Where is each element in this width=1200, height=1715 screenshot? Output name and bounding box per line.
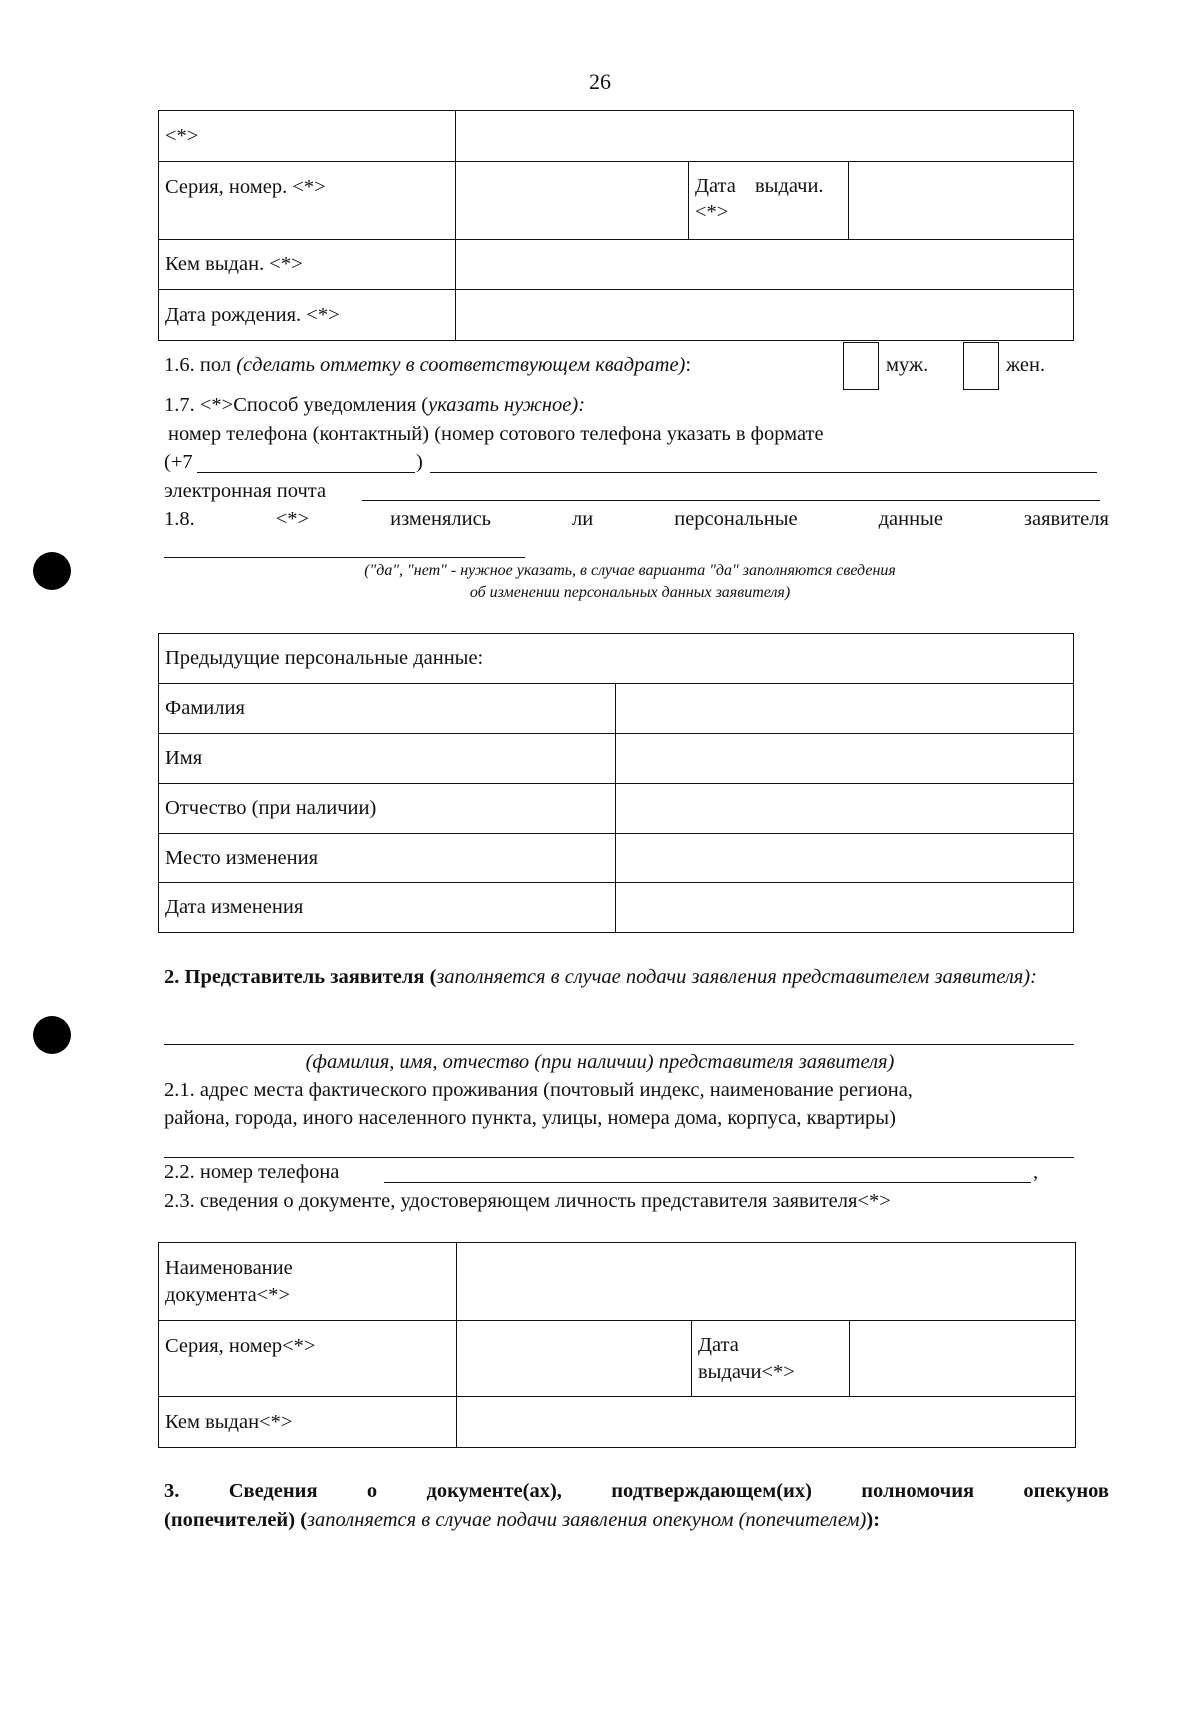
male-label: муж. (886, 354, 929, 376)
phone-format-line: номер телефона (контактный) (номер сотового телефона указать в формате (168, 423, 824, 445)
female-checkbox[interactable] (963, 342, 999, 390)
section-2-instruction: заполняется в случае подачи заявления представителем заявителя): (436, 966, 1037, 988)
email-field[interactable] (362, 500, 1100, 501)
gender-prefix: 1.6. пол (164, 354, 232, 376)
rep-series-field[interactable] (457, 1321, 692, 1397)
issue-date-label-cell (689, 162, 849, 240)
prev-name-label: Имя (159, 734, 616, 784)
rep-issue-date-label-1: Дата (698, 1333, 739, 1356)
data-changed-answer-field[interactable] (164, 557, 525, 558)
s3-word-4: документе(ах), (426, 1480, 562, 1502)
rep-phone-comma: , (1033, 1161, 1039, 1183)
prev-name-field[interactable] (616, 734, 1074, 784)
address-field[interactable] (164, 1157, 1074, 1158)
rep-issued-by-field[interactable] (457, 1397, 1076, 1448)
change-date-field[interactable] (616, 883, 1074, 933)
s3-word-3: о (366, 1480, 378, 1502)
phone-close-paren: ) (416, 451, 423, 473)
s3-word-7: опекунов (1023, 1480, 1109, 1502)
issue-date-field[interactable] (849, 162, 1074, 240)
phone-prefix: (+7 (164, 451, 193, 473)
data-changed-note-line1: ("да", "нет" - нужное указать, в случае варианта "да" заполняются сведения (364, 562, 896, 579)
section-2-heading (164, 964, 1109, 991)
doc-name-label-2: документа<*> (165, 1283, 291, 1306)
change-place-label: Место изменения (159, 834, 616, 883)
rep-issued-by-label: Кем выдан<*> (159, 1397, 457, 1448)
male-checkbox[interactable] (843, 342, 879, 390)
s3-close: ): (866, 1509, 881, 1531)
prev-patronymic-field[interactable] (616, 784, 1074, 834)
address-label-line2: района, города, иного населенного пункта, улицы, номера дома, корпуса, квартиры) (164, 1107, 896, 1129)
punch-hole-top (33, 552, 71, 590)
rep-issue-date-label-cell (692, 1321, 850, 1397)
rep-issue-date-label-2: выдачи<*> (698, 1360, 795, 1383)
q-word-2: <*> (275, 508, 310, 530)
issued-by-label: Кем выдан. <*> (159, 240, 456, 290)
rep-phone-field[interactable] (384, 1182, 1031, 1183)
rep-issue-date-field[interactable] (850, 1321, 1076, 1397)
section-2-title: 2. Представитель заявителя (164, 966, 425, 988)
doc-row1-value-field[interactable] (456, 111, 1074, 162)
previous-data-header: Предыдущие персональные данные: (159, 634, 1074, 684)
series-number-field[interactable] (456, 162, 689, 240)
s3-instruction: заполняется в случае подачи заявления опекуном (попечителем) (307, 1509, 867, 1531)
s3-open-paren: ( (295, 1509, 308, 1531)
issue-date-mark: <*> (695, 200, 729, 223)
birth-date-label: Дата рождения. <*> (159, 290, 456, 341)
doc-name-label-cell (159, 1243, 457, 1321)
s3-word-1: 3. (164, 1480, 180, 1502)
data-changed-note (200, 560, 1060, 605)
doc-name-field[interactable] (457, 1243, 1076, 1321)
s3-word-5: подтверждающем(их) (611, 1480, 812, 1502)
phone-number-field[interactable] (430, 472, 1097, 473)
gender-instruction: (сделать отметку в соответствующем квадрате) (236, 354, 686, 376)
change-date-label: Дата изменения (159, 883, 616, 933)
notification-instruction: указать нужное): (428, 394, 586, 416)
q-word-3: изменялись (390, 508, 492, 530)
prev-patronymic-label: Отчество (при наличии) (159, 784, 616, 834)
q-word-1: 1.8. (164, 508, 195, 530)
email-label: электронная почта (164, 480, 327, 502)
female-label: жен. (1006, 354, 1046, 376)
q-word-6: данные (878, 508, 943, 530)
doc-name-label-1: Наименование (165, 1256, 293, 1279)
gender-line (164, 352, 691, 379)
birth-date-field[interactable] (456, 290, 1074, 341)
data-changed-note-line2: об изменении персональных данных заявителя) (469, 584, 791, 602)
notification-prefix: 1.7. <*>Способ уведомления ( (164, 394, 429, 416)
notification-method-line (164, 392, 585, 419)
issue-date-label: Дата выдачи. (695, 175, 824, 197)
rep-doc-info-label: 2.3. сведения о документе, удостоверяющем личность представителя заявителя<*> (164, 1190, 891, 1212)
prev-surname-field[interactable] (616, 684, 1074, 734)
phone-code-field[interactable] (197, 472, 415, 473)
section-3-title-line1 (164, 1478, 1109, 1505)
address-label-line1: 2.1. адрес места фактического проживания (почтовый индекс, наименование региона, (164, 1079, 913, 1101)
issued-by-field[interactable] (456, 240, 1074, 290)
prev-surname-label: Фамилия (159, 684, 616, 734)
q-word-7: заявителя (1023, 508, 1109, 530)
page-number: 26 (589, 69, 611, 94)
rep-series-label: Серия, номер<*> (159, 1321, 457, 1397)
previous-data-table (158, 633, 1074, 933)
representative-fio-field[interactable] (164, 1044, 1074, 1045)
s3-word-2: Сведения (228, 1480, 318, 1502)
identity-document-table (158, 110, 1074, 341)
series-number-label: Серия, номер. <*> (159, 162, 456, 240)
q-word-5: персональные (674, 508, 798, 530)
q-word-4: ли (572, 508, 594, 530)
rep-phone-label: 2.2. номер телефона (164, 1161, 340, 1183)
section-3-title-line2 (164, 1507, 880, 1534)
gender-colon: : (685, 354, 692, 376)
section-2-open-paren: ( (429, 966, 437, 988)
s3-guardians: (попечителей) (164, 1509, 296, 1531)
s3-word-6: полномочия (861, 1480, 975, 1502)
data-changed-question (164, 506, 1109, 533)
representative-document-table (158, 1242, 1076, 1448)
change-place-field[interactable] (616, 834, 1074, 883)
doc-row1-label: <*> (159, 111, 456, 162)
representative-fio-caption: (фамилия, имя, отчество (при наличии) представителя заявителя) (305, 1051, 895, 1073)
